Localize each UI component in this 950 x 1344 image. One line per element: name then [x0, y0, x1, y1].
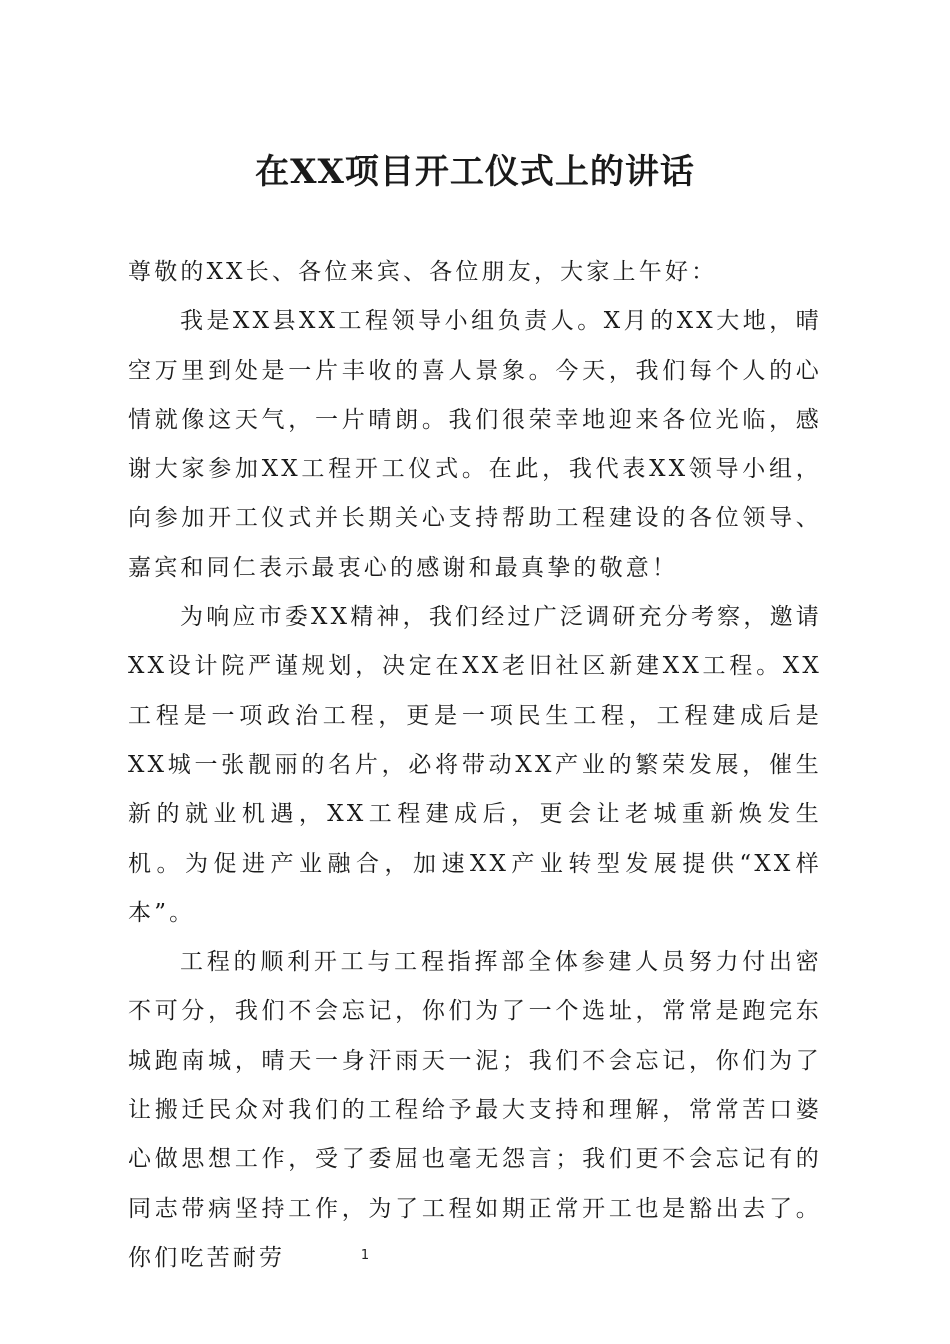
document-title: 在XX项目开工仪式上的讲话 — [255, 152, 695, 192]
page-number: 1 — [360, 1248, 370, 1263]
body-paragraph: 为响应市委XX精神，我们经过广泛调研充分考察，邀请XX设计院严谨规划，决定在XX老旧社区新建XX工程。XX工程是一项政治工程，更是一项民生工程，工程建成后是XX城一张靓丽的名片，必将带动XX产业的繁荣发展，催生新的就业机遇，XX工程建成后，更会让老城重新焕发生机。为促进产业融合，加速XX产业转型发展提供“XX样本”。 — [128, 604, 822, 926]
salutation-paragraph: 尊敬的XX长、各位来宾、各位朋友，大家上午好： — [128, 259, 718, 285]
body-paragraph: 工程的顺利开工与工程指挥部全体参建人员努力付出密不可分，我们不会忘记，你们为了一个选址，常常是跑完东城跑南城，晴天一身汗雨天一泥；我们不会忘记，你们为了让搬迁民众对我们的工程给予最大支持和理解，常常苦口婆心做思想工作，受了委屈也毫无怨言；我们更不会忘记有的同志带病坚持工作，为了工程如期正常开工也是豁出去了。你们吃苦耐劳 — [128, 949, 822, 1271]
document-body — [128, 248, 822, 1283]
body-paragraph: 我是XX县XX工程领导小组负责人。X月的XX大地，晴空万里到处是一片丰收的喜人景象。今天，我们每个人的心情就像这天气，一片晴朗。我们很荣幸地迎来各位光临，感谢大家参加XX工程开工仪式。在此，我代表XX领导小组，向参加开工仪式并长期关心支持帮助工程建设的各位领导、嘉宾和同仁表示最衷心的感谢和最真挚的敬意！ — [128, 308, 822, 581]
